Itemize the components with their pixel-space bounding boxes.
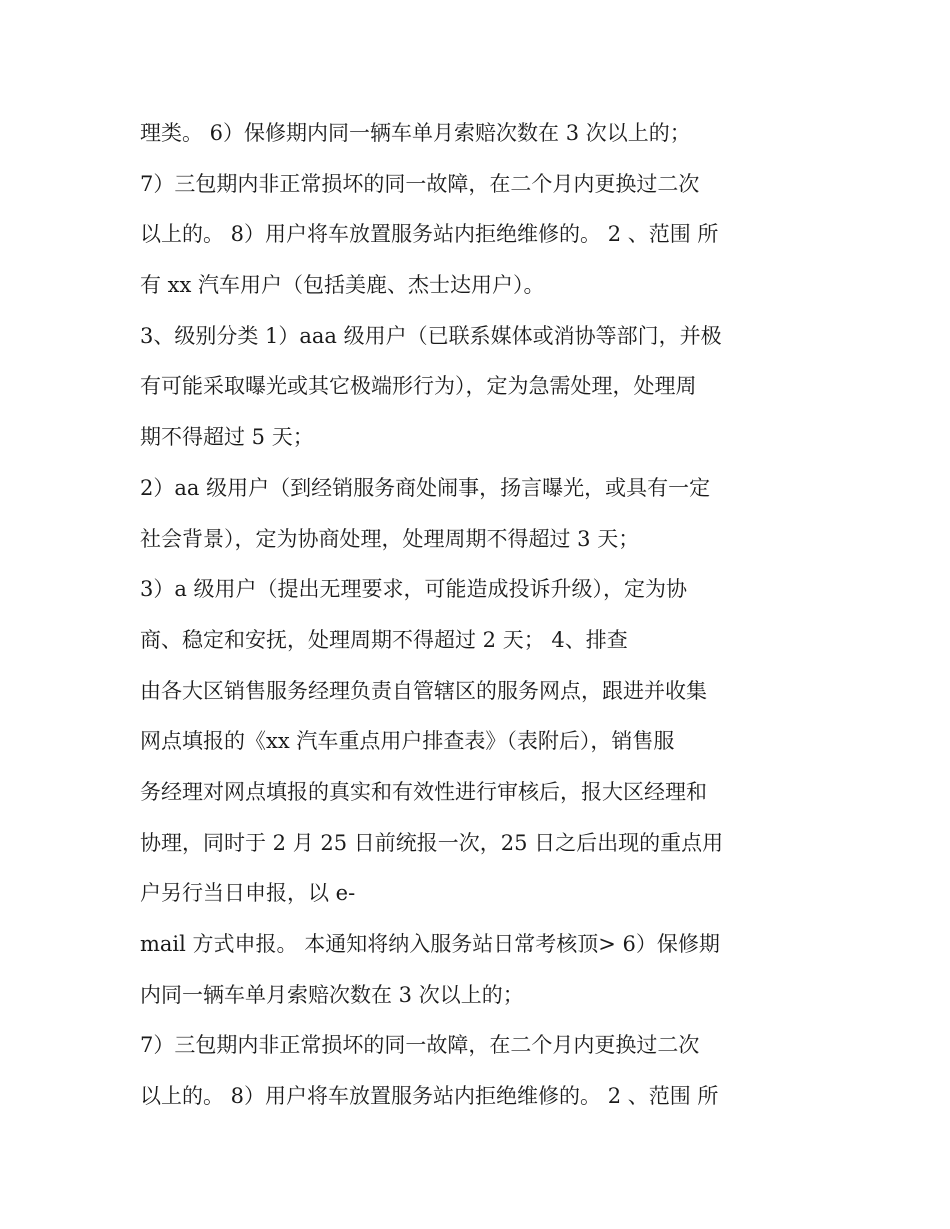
text-line: 理类。 6）保修期内同一辆车单月索赔次数在 3 次以上的；: [140, 121, 691, 145]
text-line: mail 方式申报。 本通知将纳入服务站日常考核顶> 6）保修期: [140, 932, 720, 956]
text-line: 网点填报的《xx 汽车重点用户排查表》（表附后），销售服: [140, 729, 675, 754]
text-line: 有可能采取曝光或其它极端形行为），定为急需处理，处理周: [140, 374, 697, 399]
text-line: 期不得超过 5 天；: [140, 425, 314, 450]
text-line: 务经理对网点填报的真实和有效性进行审核后，报大区经理和: [140, 779, 707, 804]
text-line: 以上的。 8）用户将车放置服务站内拒绝维修的。 2 、范围 所: [140, 222, 719, 247]
text-line: 协理，同时于 2 月 25 日前统报一次，25 日之后出现的重点用: [140, 830, 724, 855]
text-line: 7）三包期内非正常损坏的同一故障，在二个月内更换过二次: [140, 1033, 700, 1058]
text-line: 2）aa 级用户（到经销服务商处闹事，扬言曝光，或具有一定: [140, 475, 711, 500]
text-line: 7）三包期内非正常损坏的同一故障，在二个月内更换过二次: [140, 171, 700, 196]
text-line: 有 xx 汽车用户（包括美鹿、杰士达用户）。: [140, 273, 545, 298]
body-text: [140, 108, 830, 1122]
text-line: 3）a 级用户（提出无理要求，可能造成投诉升级），定为协: [140, 577, 688, 602]
text-line: 商、稳定和安抚，处理周期不得超过 2 天； 4、排查: [140, 627, 628, 652]
text-line: 社会背景），定为协商处理，处理周期不得超过 3 天；: [140, 526, 640, 551]
text-line: 由各大区销售服务经理负责自管辖区的服务网点，跟进并收集: [140, 678, 707, 703]
text-line: 3、级别分类 1）aaa 级用户（已联系媒体或消协等部门，并极: [140, 323, 722, 348]
text-line: 内同一辆车单月索赔次数在 3 次以上的；: [140, 982, 524, 1007]
text-line: 以上的。 8）用户将车放置服务站内拒绝维修的。 2 、范围 所: [140, 1084, 719, 1109]
text-line: 户另行当日申报，以 e-: [140, 881, 356, 906]
